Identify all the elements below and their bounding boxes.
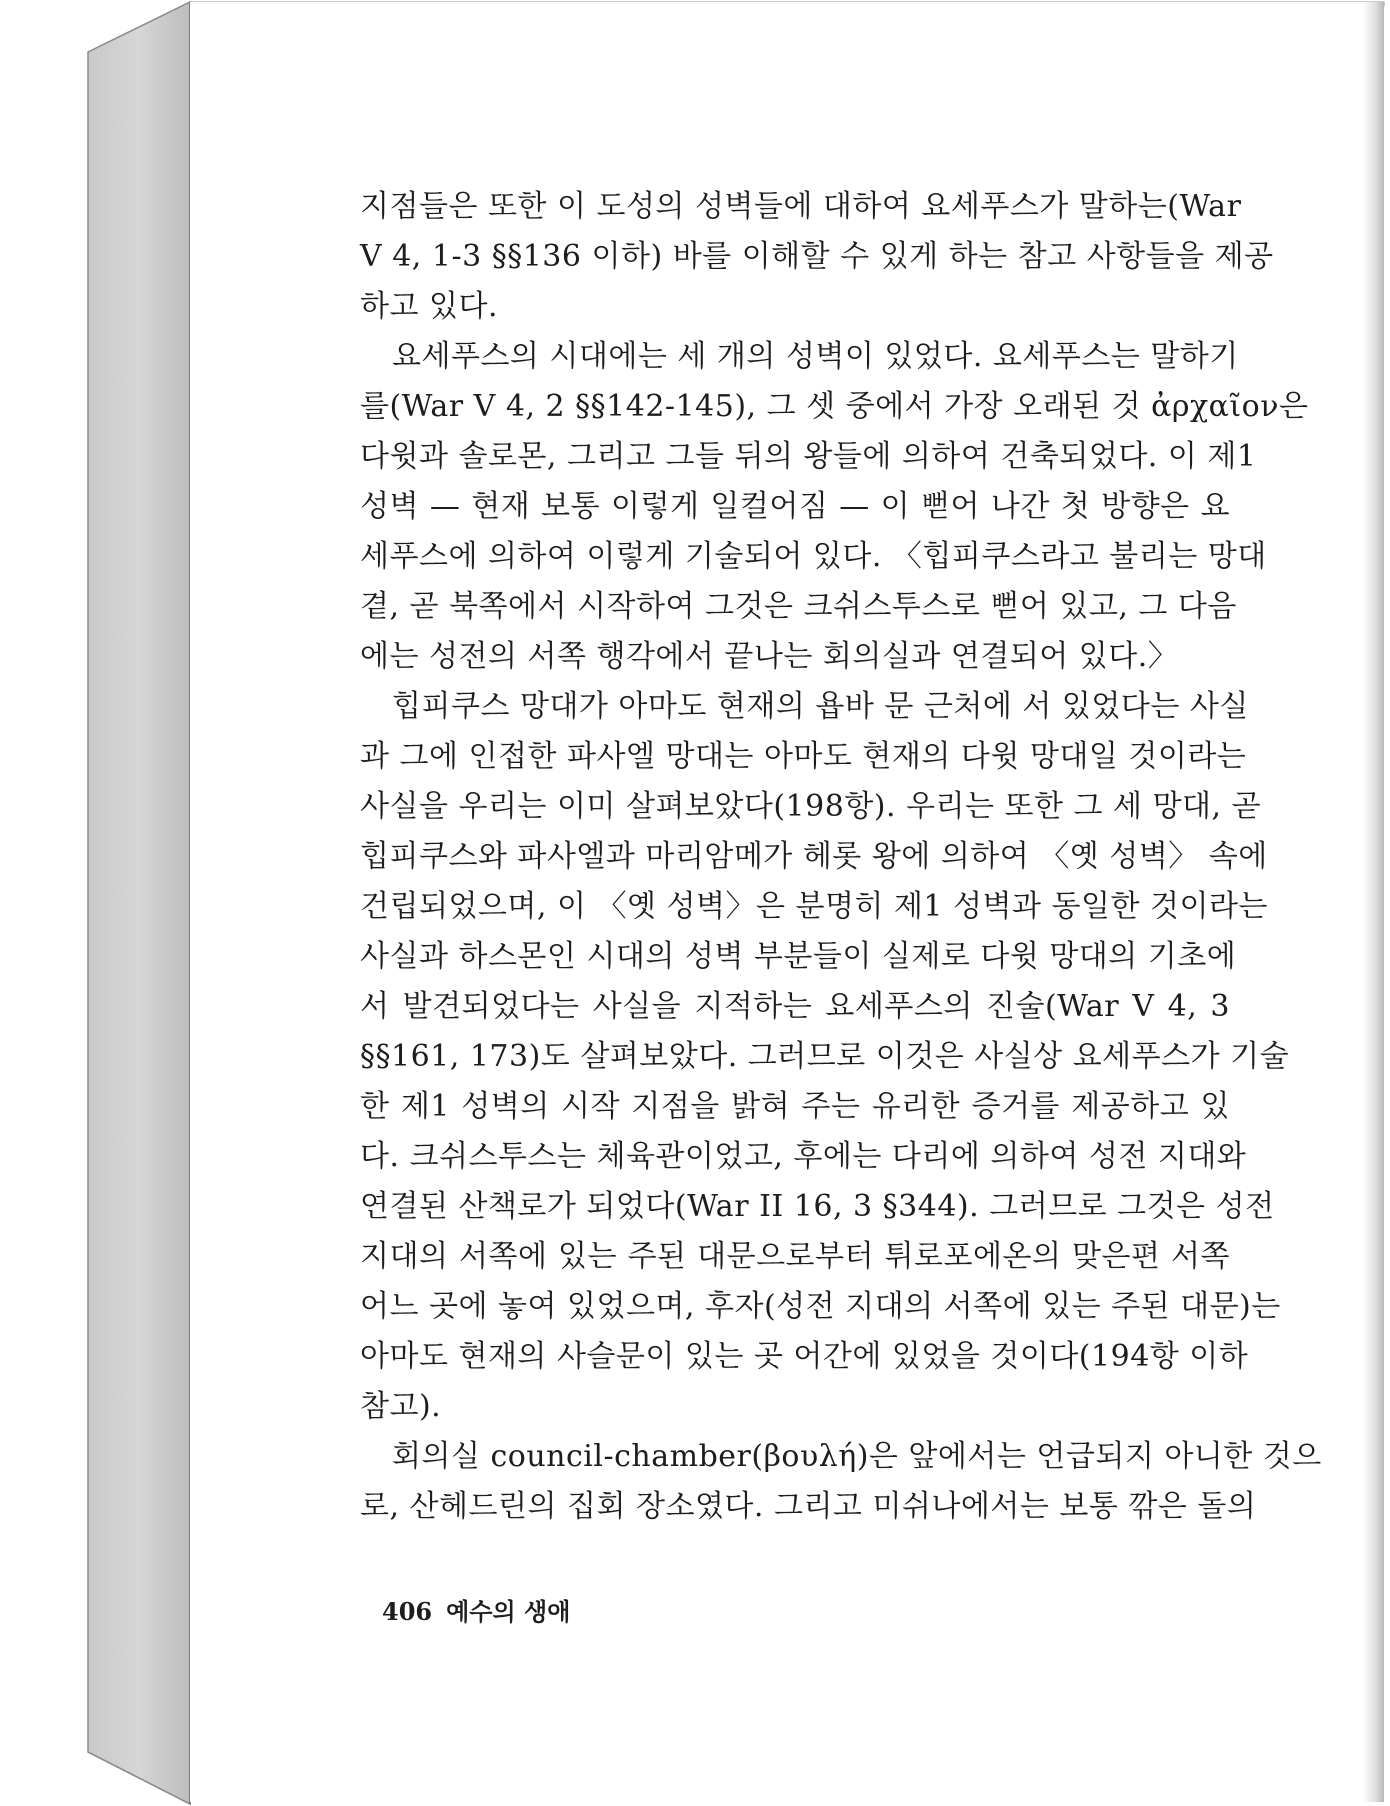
text-line: 서 발견되었다는 사실을 지적하는 요세푸스의 진술(War V 4, 3 bbox=[360, 989, 1230, 1024]
text-line: 참고). bbox=[360, 1389, 442, 1424]
text-line: 곁, 곧 북쪽에서 시작하여 그것은 크쉬스투스로 뻗어 있고, 그 다음 bbox=[360, 589, 1237, 624]
text-line: 를(War V 4, 2 §§142-145), 그 셋 중에서 가장 오래된 것 ἀρχαῖον은 bbox=[360, 389, 1309, 424]
text-line: 건립되었으며, 이 〈옛 성벽〉은 분명히 제1 성벽과 동일한 것이라는 bbox=[360, 889, 1268, 924]
text-line: 다윗과 솔로몬, 그리고 그들 뒤의 왕들에 의하여 건축되었다. 이 제1 bbox=[360, 439, 1257, 474]
page-edge-shadow bbox=[1362, 2, 1384, 1802]
text-line: 성벽 — 현재 보통 이렇게 일컬어짐 — 이 뻗어 나간 첫 방향은 요 bbox=[360, 489, 1230, 524]
book-spine bbox=[88, 2, 190, 1804]
text-line: 요세푸스의 시대에는 세 개의 성벽이 있었다. 요세푸스는 말하기 bbox=[392, 339, 1239, 374]
text-line: 힙피쿠스와 파사엘과 마리암메가 헤롯 왕에 의하여 〈옛 성벽〉 속에 bbox=[360, 839, 1268, 874]
text-line: 지대의 서쪽에 있는 주된 대문으로부터 튀로포에온의 맞은편 서쪽 bbox=[360, 1239, 1230, 1274]
text-line: 하고 있다. bbox=[360, 289, 498, 324]
text-line: V 4, 1-3 §§136 이하) 바를 이해할 수 있게 하는 참고 사항들을 제공 bbox=[360, 239, 1274, 274]
body-text bbox=[360, 182, 1322, 1532]
text-line: 힙피쿠스 망대가 아마도 현재의 욥바 문 근처에 서 있었다는 사실 bbox=[392, 689, 1249, 724]
text-line: 과 그에 인접한 파사엘 망대는 아마도 현재의 다윗 망대일 것이라는 bbox=[360, 739, 1247, 774]
text-line: 지점들은 또한 이 도성의 성벽들에 대하여 요세푸스가 말하는(War bbox=[360, 189, 1242, 224]
page-number: 406 bbox=[382, 1597, 433, 1626]
text-line: 연결된 산책로가 되었다(War II 16, 3 §344). 그러므로 그것은 성전 bbox=[360, 1189, 1275, 1224]
text-line: 아마도 현재의 사슬문이 있는 곳 어간에 있었을 것이다(194항 이하 bbox=[360, 1339, 1249, 1374]
text-line: 세푸스에 의하여 이렇게 기술되어 있다. 〈힙피쿠스라고 불리는 망대 bbox=[360, 539, 1267, 574]
text-line: §§161, 173)도 살펴보았다. 그러므로 이것은 사실상 요세푸스가 기술 bbox=[360, 1039, 1290, 1074]
running-title: 예수의 생애 bbox=[446, 1597, 571, 1626]
text-line: 다. 크쉬스투스는 체육관이었고, 후에는 다리에 의하여 성전 지대와 bbox=[360, 1139, 1247, 1174]
text-line: 에는 성전의 서쪽 행각에서 끝나는 회의실과 연결되어 있다.〉 bbox=[360, 639, 1179, 674]
text-line: 한 제1 성벽의 시작 지점을 밝혀 주는 유리한 증거를 제공하고 있 bbox=[360, 1089, 1230, 1124]
page-footer bbox=[382, 1592, 570, 1627]
text-line: 사실을 우리는 이미 살펴보았다(198항). 우리는 또한 그 세 망대, 곧 bbox=[360, 789, 1262, 824]
text-line: 어느 곳에 놓여 있었으며, 후자(성전 지대의 서쪽에 있는 주된 대문)는 bbox=[360, 1289, 1281, 1324]
text-line: 회의실 council-chamber(βουλή)은 앞에서는 언급되지 아니한 것으 bbox=[392, 1439, 1322, 1474]
text-line: 사실과 하스몬인 시대의 성벽 부분들이 실제로 다윗 망대의 기초에 bbox=[360, 939, 1237, 974]
text-line: 로, 산헤드린의 집회 장소였다. 그리고 미쉬나에서는 보통 깎은 돌의 bbox=[360, 1489, 1257, 1524]
